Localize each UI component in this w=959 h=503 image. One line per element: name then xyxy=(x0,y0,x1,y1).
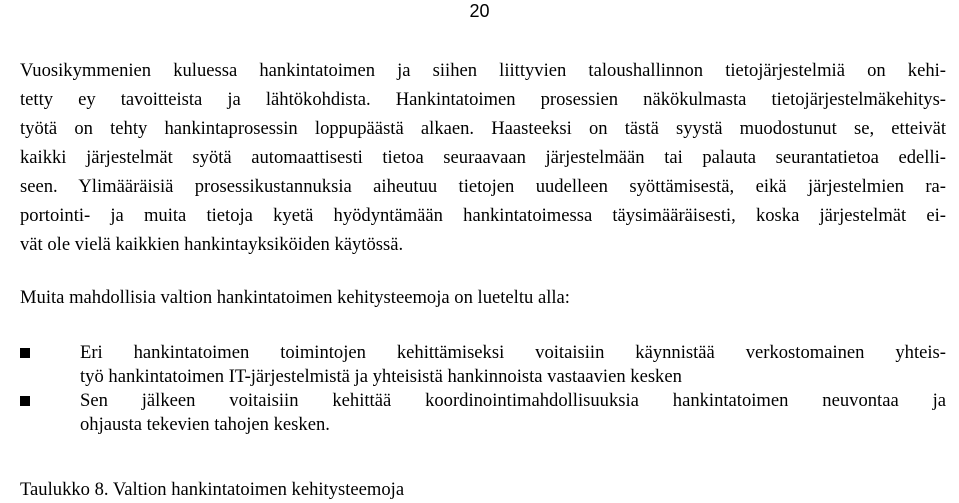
bullet-item xyxy=(20,341,946,389)
bullet-line: Sen jälkeen voitaisiin kehittää koordinointimahdollisuuksia hankintatoimen neuvontaa ja xyxy=(80,390,946,411)
bullet-line: Eri hankintatoimen toimintojen kehittämiseksi voitaisiin käynnistää verkostomainen yhteis- xyxy=(80,342,946,363)
bullet-item xyxy=(20,389,946,437)
paragraph-line: portointi- ja muita tietoja kyetä hyödyntämään hankintatoimessa täysimääräisesti, koska järjestelmät ei- xyxy=(20,205,946,226)
paragraph-development-history xyxy=(20,56,946,259)
paragraph-line: Muita mahdollisia valtion hankintatoimen kehitysteemoja on lueteltu alla: xyxy=(20,287,570,308)
paragraph-line: seen. Ylimääräisiä prosessikustannuksia aiheutuu tietojen uudelleen syöttämisestä, eikä järjestelmien ra- xyxy=(20,176,946,197)
square-bullet-icon xyxy=(20,348,30,358)
paragraph-line: tetty ey tavoitteista ja lähtökohdista. Hankintatoimen prosessien näkökulmasta tietojärjestelmäkehitys- xyxy=(20,89,946,110)
square-bullet-icon xyxy=(20,396,30,406)
page-number: 20 xyxy=(469,1,490,21)
paragraph-line: Vuosikymmenien kuluessa hankintatoimen ja siihen liittyvien taloushallinnon tietojärjestelmiä on kehi- xyxy=(20,60,946,81)
bullet-list xyxy=(20,341,946,437)
paragraph-line: kaikki järjestelmät syötä automaattisesti tietoa seuraavaan järjestelmään tai palauta seurantatietoa edelli- xyxy=(20,147,946,168)
table-caption: Taulukko 8. Valtion hankintatoimen kehitysteemoja xyxy=(20,479,405,500)
paragraph-line: työtä on tehty hankintaprosessin loppupäästä alkaen. Haasteeksi on tästä syystä muodostunut se, etteivät xyxy=(20,118,946,139)
bullet-line: työ hankintatoimen IT-järjestelmistä ja yhteisistä hankinnoista vastaavien kesken xyxy=(80,366,682,387)
paragraph-line: vät ole vielä kaikkien hankintayksiköiden käytössä. xyxy=(20,234,404,255)
bullet-line: ohjausta tekevien tahojen kesken. xyxy=(80,414,330,435)
paragraph-themes-intro xyxy=(20,283,946,312)
